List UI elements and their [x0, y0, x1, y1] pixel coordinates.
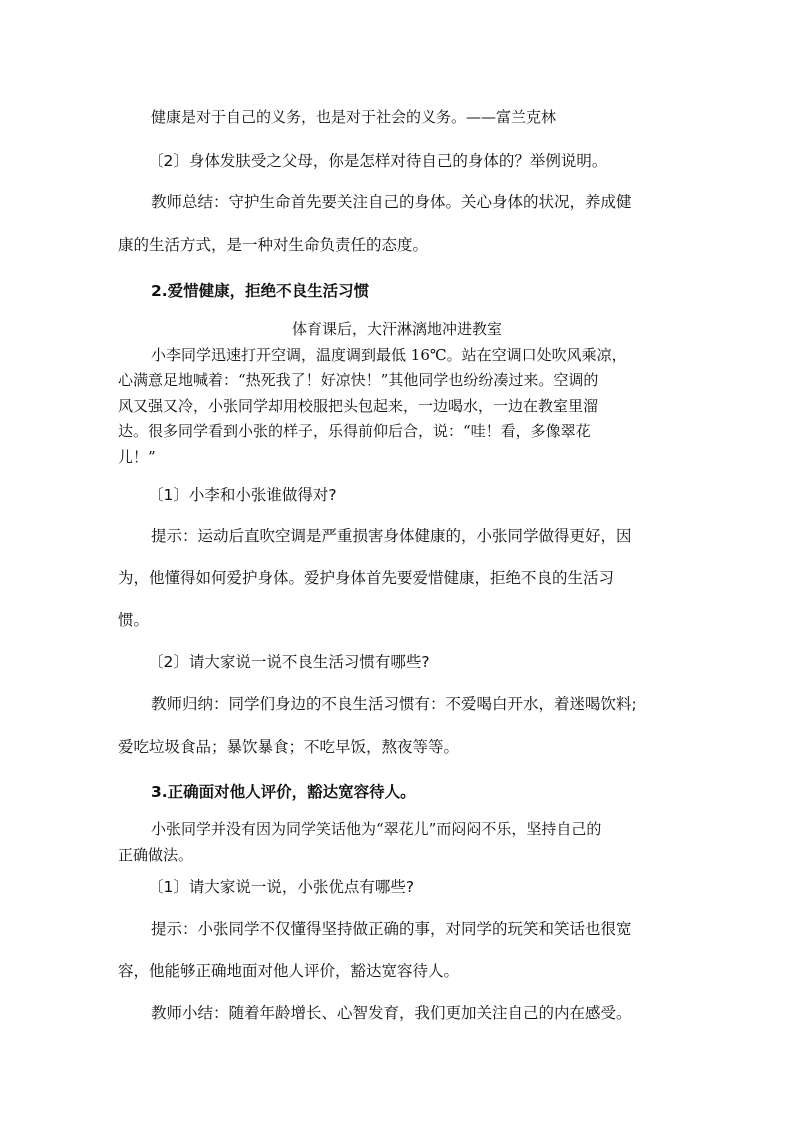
section-heading-2: 2.爱惜健康，拒绝不良生活习惯	[151, 282, 370, 300]
quote-line: 健康是对于自己的义务，也是对于社会的义务。——富兰克林	[151, 108, 557, 126]
section-heading-3: 3.正确面对他人评价，豁达宽容待人。	[151, 783, 416, 801]
story-line-5: 儿！”	[118, 448, 156, 466]
story-line-2: 心满意足地喊着：“热死我了！好凉快！”其他同学也纷纷凑过来。空调的	[118, 371, 599, 389]
teacher-induce-line-2: 爱吃垃圾食品；暴饮暴食；不吃早饭，熬夜等等。	[118, 738, 460, 756]
story-line-3: 风又强又冷，小张同学却用校服把头包起来，一边喝水，一边在教室里溜	[118, 397, 599, 415]
hint-1-line-2: 为，他懂得如何爱护身体。爱护身体首先要爱惜健康，拒绝不良的生活习	[118, 569, 615, 587]
story-line-4: 达。很多同学看到小张的样子，乐得前仰后合，说：“哇！看，多像翠花	[118, 422, 591, 440]
question-1-merits: 〔1〕请大家说一说，小张优点有哪些?	[148, 878, 415, 896]
story2-line-1: 小张同学并没有因为同学笑话他为“翠花儿”而闷闷不乐，坚持自己的	[151, 820, 602, 838]
teacher-induce-line-1: 教师归纳：同学们身边的不良生活习惯有：不爱喝白开水，着迷喝饮料;	[151, 695, 637, 713]
story-line-1: 小李同学迅速打开空调，温度调到最低 16℃。站在空调口处吹风乘凉，	[151, 346, 627, 364]
teacher-summary-line-2: 康的生活方式，是一种对生命负责任的态度。	[118, 236, 429, 254]
hint-1-line-1: 提示：运动后直吹空调是严重损害身体健康的，小张同学做得更好，因	[151, 527, 632, 545]
hint-2-line-1: 提示：小张同学不仅懂得坚持做正确的事，对同学的玩笑和笑话也很宽	[151, 920, 632, 938]
teacher-note: 教师小结：随着年龄增长、心智发育，我们更加关注自己的内在感受。	[151, 1004, 632, 1022]
question-2-body-care: 〔2〕身体发肤受之父母，你是怎样对待自己的身体的？举例说明。	[148, 152, 608, 170]
question-1-who-right: 〔1〕小李和小张谁做得对?	[148, 486, 337, 504]
hint-2-line-2: 容，他能够正确地面对他人评价，豁达宽容待人。	[118, 962, 460, 980]
teacher-summary-line-1: 教师总结：守护生命首先要关注自己的身体。关心身体的状况，养成健	[151, 193, 632, 211]
hint-1-line-3: 惯。	[118, 611, 150, 629]
question-2-bad-habits: 〔2〕请大家说一说不良生活习惯有哪些?	[148, 653, 430, 671]
story-title: 体育课后，大汗淋漓地冲进教室	[291, 320, 502, 338]
story2-line-2: 正确做法。	[118, 846, 194, 864]
